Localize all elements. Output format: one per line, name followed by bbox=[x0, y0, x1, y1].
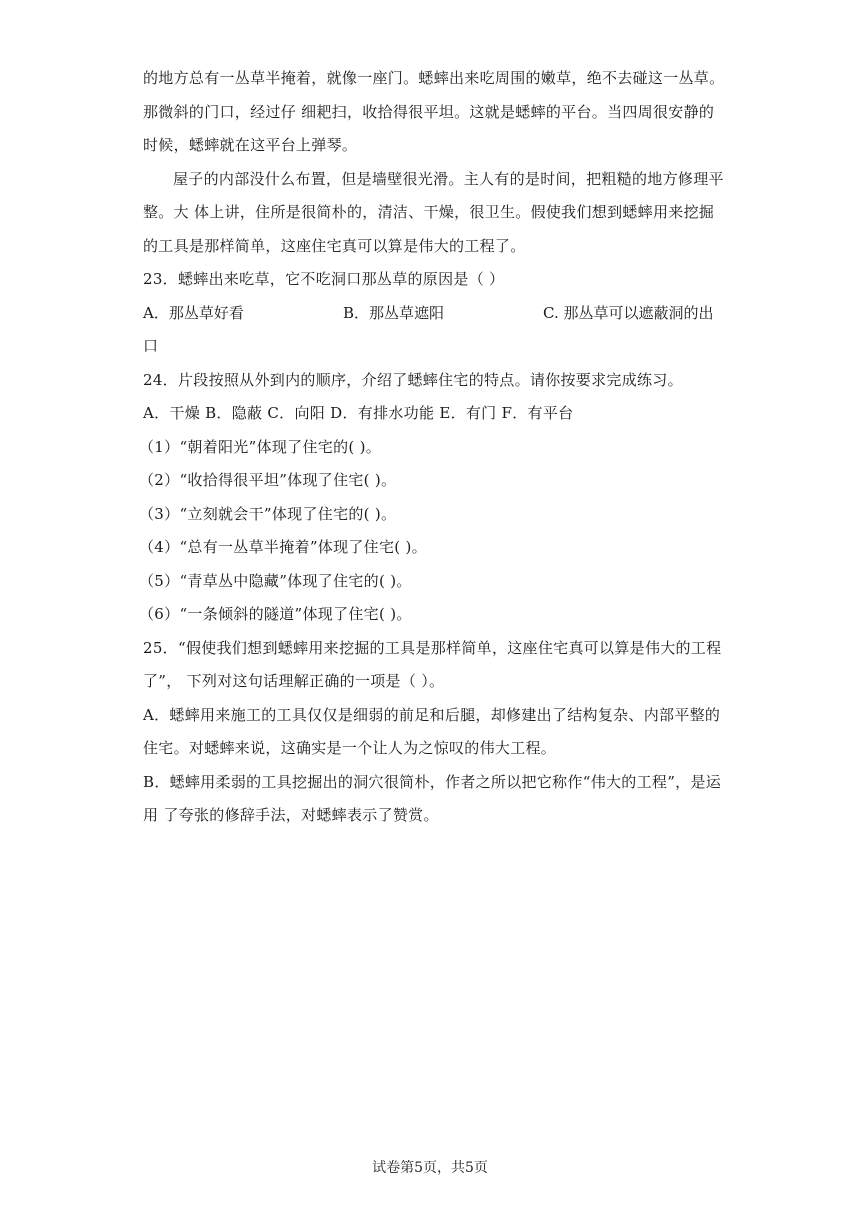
question-25-option-b: B．蟋蟀用柔弱的工具挖掘出的洞穴很简朴，作者之所以把它称作“伟大的工程”，是运 bbox=[143, 772, 722, 791]
passage-line: 的工具是那样简单，这座住宅真可以算是伟大的工程了。 bbox=[143, 236, 526, 255]
question-23-option-c: C. 那丛草可以遮蔽洞的出 bbox=[543, 303, 714, 322]
question-23-option-c-continued: 口 bbox=[143, 337, 159, 355]
question-24-stem: 24．片段按照从外到内的顺序，介绍了蟋蟀住宅的特点。请你按要求完成练习。 bbox=[143, 370, 683, 389]
question-24-item: （2）“收拾得很平坦”体现了住宅( )。 bbox=[139, 471, 397, 489]
question-24-item: （6）“一条倾斜的隧道”体现了住宅( )。 bbox=[139, 605, 412, 623]
question-23-stem: 23．蟋蟀出来吃草，它不吃洞口那丛草的原因是（ ） bbox=[143, 270, 505, 288]
passage-line: 的地方总有一丛草半掩着，就像一座门。蟋蟀出来吃周围的嫩草，绝不去碰这一丛草。 bbox=[143, 69, 725, 87]
question-25-option-b: 用 了夸张的修辞手法，对蟋蟀表示了赞赏。 bbox=[143, 806, 439, 824]
question-23-option-a: A．那丛草好看 bbox=[143, 303, 244, 322]
question-25-stem: 了”， 下列对这句话理解正确的一项是（ ）。 bbox=[143, 672, 445, 690]
passage-line: 整。大 体上讲，住所是很简朴的，清洁、干燥，很卫生。假使我们想到蟋蟀用来挖掘 bbox=[143, 203, 715, 221]
question-24-item: （1）“朝着阳光”体现了住宅的( )。 bbox=[139, 437, 382, 456]
question-24-item: （4）“总有一丛草半掩着”体现了住宅( )。 bbox=[139, 538, 427, 556]
page-footer: 试卷第5页，共5页 bbox=[372, 1160, 488, 1176]
question-25-option-a: 住宅。对蟋蟀来说，这确实是一个让人为之惊叹的伟大工程。 bbox=[143, 739, 557, 757]
question-25-stem: 25．“假使我们想到蟋蟀用来挖掘的工具是那样简单，这座住宅真可以算是伟大的工程 bbox=[143, 638, 722, 657]
question-23-options bbox=[143, 297, 718, 331]
exam-page-content bbox=[139, 62, 725, 833]
question-24-choices: A．干燥 B．隐蔽 C．向阳 D．有排水功能 E．有门 F．有平台 bbox=[143, 404, 574, 422]
passage-line: 屋子的内部没什么布置，但是墙壁很光滑。主人有的是时间，把粗糙的地方修理平 bbox=[173, 169, 724, 188]
passage-line: 那微斜的门口，经过仔 细耙扫，收拾得很平坦。这就是蟋蟀的平台。当四周很安静的 bbox=[143, 102, 715, 121]
question-24-item: （3）“立刻就会干”体现了住宅的( )。 bbox=[139, 504, 397, 523]
question-24-item: （5）“青草丛中隐藏”体现了住宅的( )。 bbox=[139, 571, 412, 590]
question-25-option-a: A．蟋蟀用来施工的工具仅仅是细弱的前足和后腿，却修建出了结构复杂、内部平整的 bbox=[143, 705, 721, 724]
question-23-option-b: B．那丛草遮阳 bbox=[343, 303, 445, 322]
passage-line: 时候，蟋蟀就在这平台上弹琴。 bbox=[143, 136, 358, 154]
